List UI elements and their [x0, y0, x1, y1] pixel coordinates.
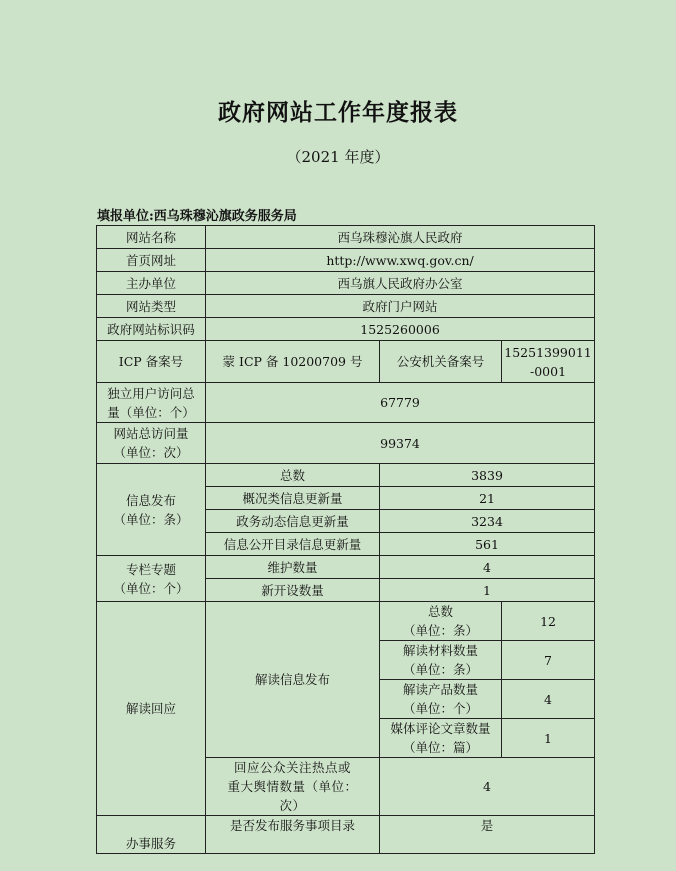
table-row — [97, 464, 595, 487]
pv-label — [97, 423, 206, 464]
icp-value: 蒙 ICP 备 10200709 号 — [206, 341, 380, 383]
site-type-label: 网站类型 — [97, 295, 206, 318]
interp-product-label-line1: 解读产品数量 — [402, 682, 478, 697]
info-catalog-value: 561 — [380, 533, 595, 556]
table-row — [97, 226, 595, 249]
interp-media-label-line2: （单位：篇） — [402, 740, 478, 755]
info-total-value: 3839 — [380, 464, 595, 487]
hotspot-label — [206, 758, 380, 816]
column-new-value: 1 — [380, 579, 595, 602]
info-affairs-label: 政务动态信息更新量 — [206, 510, 380, 533]
info-label — [97, 464, 206, 556]
site-name-label: 网站名称 — [97, 226, 206, 249]
table-row — [97, 295, 595, 318]
table-row — [97, 383, 595, 423]
pv-label-line1: 网站总访问量 — [113, 426, 189, 441]
interp-total-label-line2: （单位：条） — [402, 623, 478, 638]
hotspot-value: 4 — [380, 758, 595, 816]
interp-label: 解读回应 — [97, 602, 206, 816]
reporting-unit: 填报单位:西乌珠穆沁旗政务服务局 — [97, 209, 297, 224]
page-title: 政府网站工作年度报表 — [218, 99, 458, 126]
interp-material-label — [380, 641, 502, 680]
home-url-label: 首页网址 — [97, 249, 206, 272]
hotspot-label-line3: 次） — [279, 798, 306, 813]
icp-label: ICP 备案号 — [97, 341, 206, 383]
pv-value: 99374 — [206, 423, 595, 464]
info-label-line1: 信息发布 — [125, 492, 176, 508]
uv-label-line2: 量（单位：个） — [107, 404, 195, 420]
column-maintain-value: 4 — [380, 556, 595, 579]
hotspot-label-line2: 重大舆情数量（单位： — [227, 779, 358, 794]
interp-media-value: 1 — [502, 719, 595, 758]
table-row — [97, 602, 595, 641]
column-new-label: 新开设数量 — [206, 579, 380, 602]
site-name-value: 西乌珠穆沁旗人民政府 — [206, 226, 595, 249]
interp-total-label — [380, 602, 502, 641]
table-row — [97, 816, 595, 854]
interp-media-label — [380, 719, 502, 758]
service-catalog-value: 是 — [380, 816, 595, 854]
table-row — [97, 341, 595, 383]
table-row — [97, 249, 595, 272]
table-row — [97, 272, 595, 295]
service-label: 办事服务 — [97, 816, 206, 854]
interp-total-label-line1: 总数 — [427, 604, 453, 619]
uv-label-line1: 独立用户访问总 — [107, 385, 195, 401]
report-year: （2021 年度） — [286, 148, 390, 166]
interp-material-label-line1: 解读材料数量 — [402, 643, 478, 658]
info-total-label: 总数 — [206, 464, 380, 487]
hotspot-label-line1: 回应公众关注热点或 — [233, 760, 351, 775]
interp-product-label — [380, 680, 502, 719]
sponsor-value: 西乌旗人民政府办公室 — [206, 272, 595, 295]
info-catalog-label: 信息公开目录信息更新量 — [206, 533, 380, 556]
interp-material-value: 7 — [502, 641, 595, 680]
interp-pub-label: 解读信息发布 — [206, 602, 380, 758]
column-label-line2: （单位：个） — [113, 580, 189, 596]
police-value — [502, 341, 595, 383]
interp-product-value: 4 — [502, 680, 595, 719]
uv-value: 67779 — [206, 383, 595, 423]
site-type-value: 政府门户网站 — [206, 295, 595, 318]
sponsor-label: 主办单位 — [97, 272, 206, 295]
pv-label-line2: （单位：次） — [113, 445, 189, 460]
police-value-line1: 15251399011 — [504, 344, 592, 360]
interp-product-label-line2: （单位：个） — [402, 701, 478, 716]
report-table — [96, 225, 595, 854]
table-row — [97, 318, 595, 341]
info-label-line2: （单位：条） — [113, 511, 189, 527]
home-url-value: http://www.xwq.gov.cn/ — [206, 249, 595, 272]
column-label-line1: 专栏专题 — [125, 561, 176, 577]
info-affairs-value: 3234 — [380, 510, 595, 533]
site-id-value: 1525260006 — [206, 318, 595, 341]
police-value-line2: -0001 — [529, 363, 567, 379]
uv-label — [97, 383, 206, 423]
info-overview-value: 21 — [380, 487, 595, 510]
interp-media-label-line1: 媒体评论文章数量 — [390, 721, 491, 736]
interp-material-label-line2: （单位：条） — [402, 662, 478, 677]
service-catalog-label: 是否发布服务事项目录 — [206, 816, 380, 854]
table-row — [97, 423, 595, 464]
interp-total-value: 12 — [502, 602, 595, 641]
column-label — [97, 556, 206, 602]
site-id-label: 政府网站标识码 — [97, 318, 206, 341]
table-row — [97, 556, 595, 579]
column-maintain-label: 维护数量 — [206, 556, 380, 579]
police-label: 公安机关备案号 — [380, 341, 502, 383]
info-overview-label: 概况类信息更新量 — [206, 487, 380, 510]
